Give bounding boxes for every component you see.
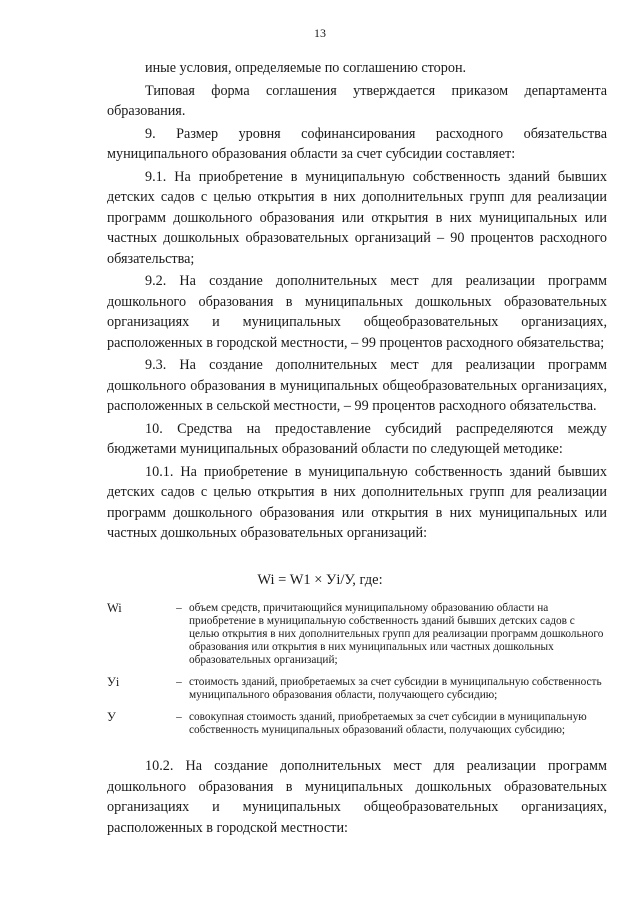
definitions-list xyxy=(107,602,607,746)
paragraph: 10. Средства на предоставление субсидий распределяются между бюджетами муниципальных образований области по следующей методике: xyxy=(107,420,607,457)
paragraph: 9. Размер уровня софинансирования расходного обязательства муниципального образования области за счет субсидии составляет: xyxy=(107,125,607,162)
definition-item xyxy=(107,602,607,667)
formula: Wi = W1 × Уi/У, где: xyxy=(257,572,383,588)
paragraph: 9.2. На создание дополнительных мест для реализации программ дошкольного образования в муниципальных дошкольных образовательных организациях и муниципальных общеобразовательных организациях, расположенных в городской местности, – 99 процентов расходного обязательства; xyxy=(107,273,607,351)
definition-dash: – xyxy=(176,711,182,723)
definition-text: объем средств, причитающийся муниципальному образованию области на приобретение в муниципальную собственность зданий бывших детских садов с целью открытия в них дополнительных групп для реализации программ дошкольного образования или открытия в них муниципальных или частных дошкольных образовательных организаций; xyxy=(189,602,604,666)
definition-dash: – xyxy=(176,602,182,614)
text-block-lower xyxy=(107,756,607,838)
paragraph: 9.3. На создание дополнительных мест для реализации программ дошкольного образования в муниципальных общеобразовательных организациях, расположенных в сельской местности, – 99 процентов расходного обязательства. xyxy=(107,357,607,414)
paragraph: 10.1. На приобретение в муниципальную собственность зданий бывших детских садов с целью открытия в них дополнительных групп для реализации программ дошкольного образования или открытия в них муниципальных или частных дошкольных образовательных организаций: xyxy=(107,463,607,541)
definition-text: совокупная стоимость зданий, приобретаемых за счет субсидии в муниципальную собственность муниципальных образований области, получающих субсидию; xyxy=(189,711,587,736)
definition-item xyxy=(107,711,607,737)
text-block-upper xyxy=(107,58,607,544)
paragraph: Типовая форма соглашения утверждается приказом департамента образования. xyxy=(107,82,607,119)
paragraph: иные условия, определяемые по соглашению сторон. xyxy=(145,60,467,76)
definition-item xyxy=(107,676,607,702)
definition-dash: – xyxy=(176,676,182,688)
definition-symbol: Wi xyxy=(107,601,122,615)
definition-text: стоимость зданий, приобретаемых за счет субсидии в муниципальную собственность муниципального образования области, получающего субсидию; xyxy=(189,676,602,701)
paragraph: 10.2. На создание дополнительных мест для реализации программ дошкольного образования в муниципальных дошкольных образовательных организациях и муниципальных общеобразовательных организациях, расположенных в городской местности: xyxy=(107,758,607,836)
definition-symbol: Уi xyxy=(107,675,120,689)
definition-symbol: У xyxy=(107,710,116,724)
page-number: 13 xyxy=(314,26,326,40)
paragraph: 9.1. На приобретение в муниципальную собственность зданий бывших детских садов с целью открытия в них дополнительных групп для реализации программ дошкольного образования или открытия в них муниципальных или частных дошкольных образовательных организаций – 90 процентов расходного обязательства; xyxy=(107,168,607,267)
